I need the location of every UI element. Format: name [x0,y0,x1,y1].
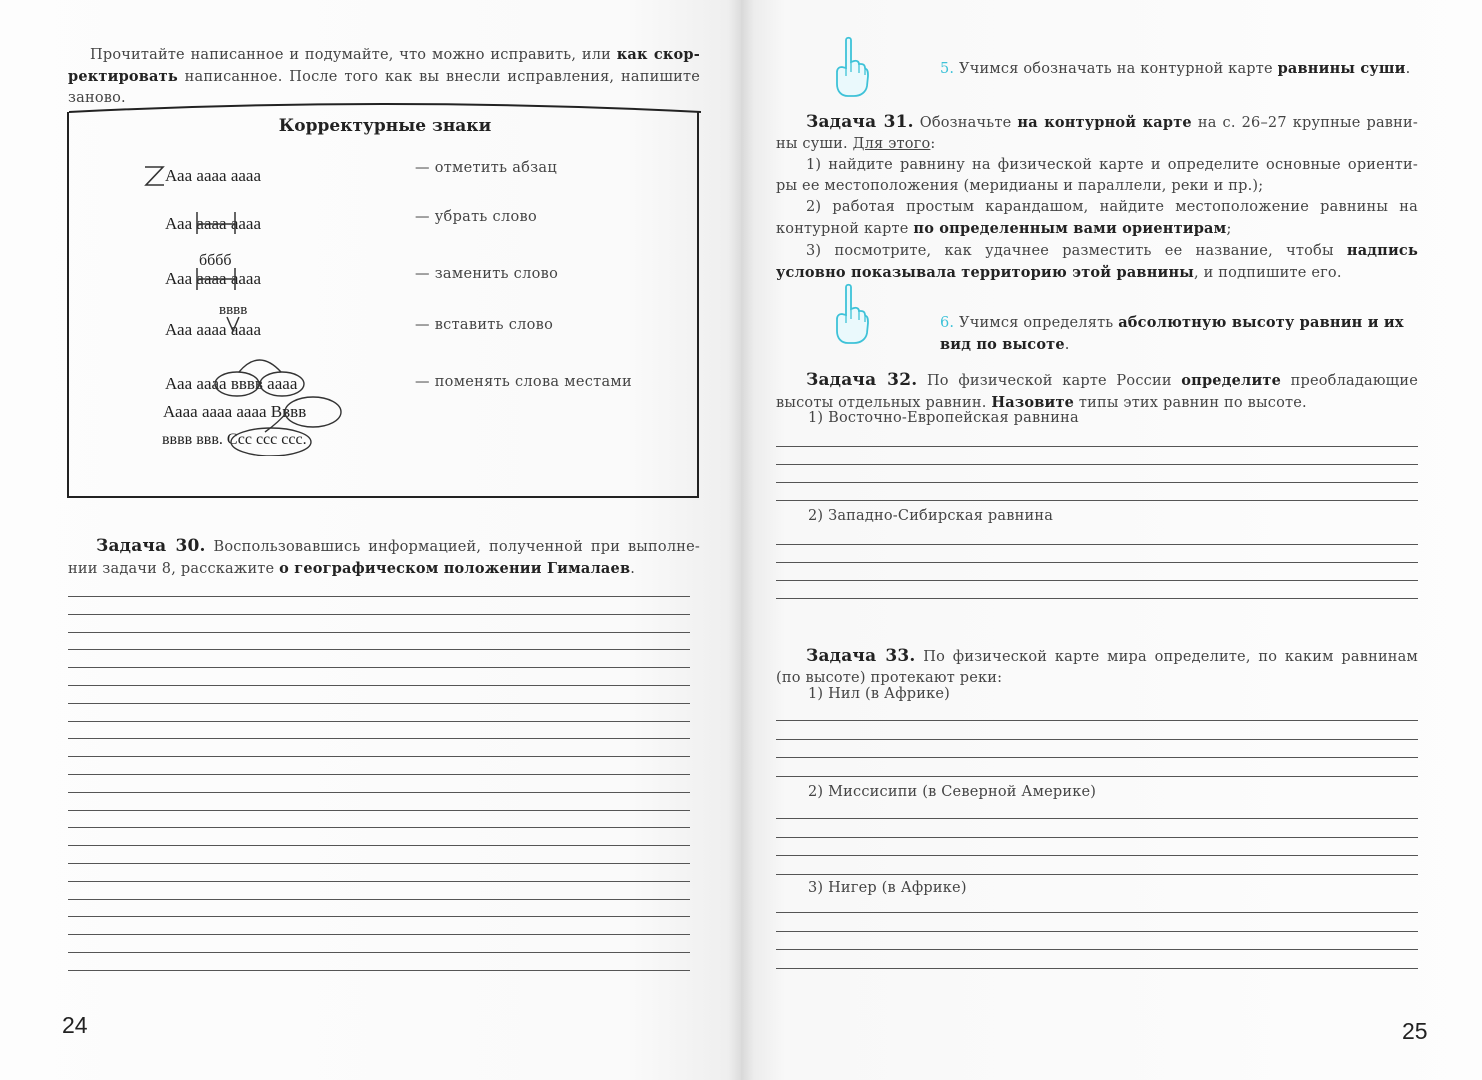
example-replace: Ааа аааа аааа [165,269,262,288]
example-insert: Ааа аааа аааа [165,320,262,339]
writing-line[interactable] [776,562,1418,563]
writing-line[interactable] [776,544,1418,545]
writing-line[interactable] [68,632,690,633]
replace-mark-icon [195,266,239,292]
writing-line[interactable] [776,912,1418,913]
writing-line[interactable] [776,446,1418,447]
writing-line[interactable] [68,774,690,775]
writing-line[interactable] [68,881,690,882]
writing-line[interactable] [68,667,690,668]
writing-line[interactable] [68,845,690,846]
delete-mark-icon [195,210,239,236]
intro-paragraph: Прочитайте написанное и подумайте, что можно исправить, или как скор-ректировать написанное. После того как вы внесли исправления, напишите заново. [68,46,700,106]
insert-mark-icon [226,315,240,333]
book-gutter [728,0,754,1080]
writing-line[interactable] [776,720,1418,721]
task31: Задача 31. Обозначьте на контурной карте на с. 26–27 крупные равни-ны суши. Для этого: 1) найдите равнину на физической карте и определите основные ориенти-ры ее местоположения (меридианы и параллели, реки и пр.); 2) работая простым карандашом, найдите местоположение равнины на контурной карте по определенным вами ориентирам; 3) посмотрите, как удачнее разместить ее название, чтобы надпись условно показывала территорию этой равнины, и подпишите его. [776,112,1418,281]
writing-line[interactable] [68,810,690,811]
task33-item1: 1) Нил (в Африке) [808,686,951,702]
writing-line[interactable] [68,738,690,739]
task32-item2: 2) Западно-Сибирская равнина [808,508,1054,524]
writing-line[interactable] [776,874,1418,875]
task32: Задача 32. По физической карте России определите преобладающие высоты отдельных равнин. Назовите типы этих равнин по высоте. [776,370,1418,411]
writing-line[interactable] [776,776,1418,777]
task33-item2: 2) Миссисипи (в Северной Америке) [808,784,1097,800]
writing-line[interactable] [776,580,1418,581]
writing-line[interactable] [68,596,690,597]
writing-line[interactable] [776,500,1418,501]
task31-heading: Задача 31. [806,112,914,132]
section5-heading: 5. Учимся обозначать на контурной карте равнины суши. [940,60,1411,77]
box-title: Корректурные знаки [278,116,492,136]
writing-line[interactable] [776,855,1418,856]
meaning-insert: — вставить слово [415,317,554,333]
writing-line[interactable] [68,952,690,953]
writing-line[interactable] [776,464,1418,465]
meaning-paragraph: — отметить абзац [415,160,557,176]
writing-line[interactable] [776,949,1418,950]
writing-line[interactable] [68,863,690,864]
writing-line[interactable] [68,899,690,900]
section6-heading: 6. Учимся определять абсолютную высоту равнин и их вид по высоте. [940,314,1404,353]
example-swap-line1: Ааа аааа вввв аааа [165,374,298,393]
task33: Задача 33. По физической карте мира определите, по каким равнинам (по высоте) протекают реки: [776,646,1418,686]
writing-line[interactable] [776,482,1418,483]
writing-line[interactable] [68,916,690,917]
meaning-delete: — убрать слово [415,209,537,225]
example-swap-line2: Аааа аааа аааа Вввв [163,402,307,421]
task30: Задача 30. Воспользовавшись информацией, полученной при выполне-нии задачи 8, расскажите о географическом положении Гималаев. [68,536,701,577]
writing-line[interactable] [776,837,1418,838]
task33-heading: Задача 33. [806,646,916,666]
writing-line[interactable] [68,614,690,615]
writing-line[interactable] [68,756,690,757]
writing-line[interactable] [68,934,690,935]
pointing-hand-icon-2 [832,283,870,345]
writing-line[interactable] [68,703,690,704]
writing-line[interactable] [776,968,1418,969]
writing-line[interactable] [776,757,1418,758]
meaning-swap: — поменять слова местами [415,374,632,390]
writing-line[interactable] [68,721,690,722]
paragraph-mark-icon [143,164,165,188]
writing-line[interactable] [776,818,1418,819]
page-number-right: 25 [1402,1018,1428,1044]
swap-mark-icon [189,356,349,456]
example-paragraph: Ааа аааа аааа [165,166,262,185]
writing-line[interactable] [776,598,1418,599]
writing-line[interactable] [68,649,690,650]
correction-signs-box [67,112,699,498]
writing-line[interactable] [68,792,690,793]
example-replace-above: бббб [199,252,232,269]
task32-heading: Задача 32. [806,370,918,390]
writing-line[interactable] [68,685,690,686]
pointing-hand-icon [832,36,870,98]
writing-line[interactable] [776,931,1418,932]
task30-heading: Задача 30. [96,536,206,556]
example-delete: Ааа аааа аааа [165,214,262,233]
example-swap-line3: вввв ввв. Ссс ссс ссс. [162,431,307,448]
example-insert-above: вввв [219,302,248,318]
meaning-replace: — заменить слово [415,266,559,282]
page-number-left: 24 [62,1012,88,1038]
writing-line[interactable] [776,739,1418,740]
task32-item1: 1) Восточно-Европейская равнина [808,410,1079,426]
writing-line[interactable] [68,827,690,828]
task33-item3: 3) Нигер (в Африке) [808,880,967,896]
writing-line[interactable] [68,970,690,971]
